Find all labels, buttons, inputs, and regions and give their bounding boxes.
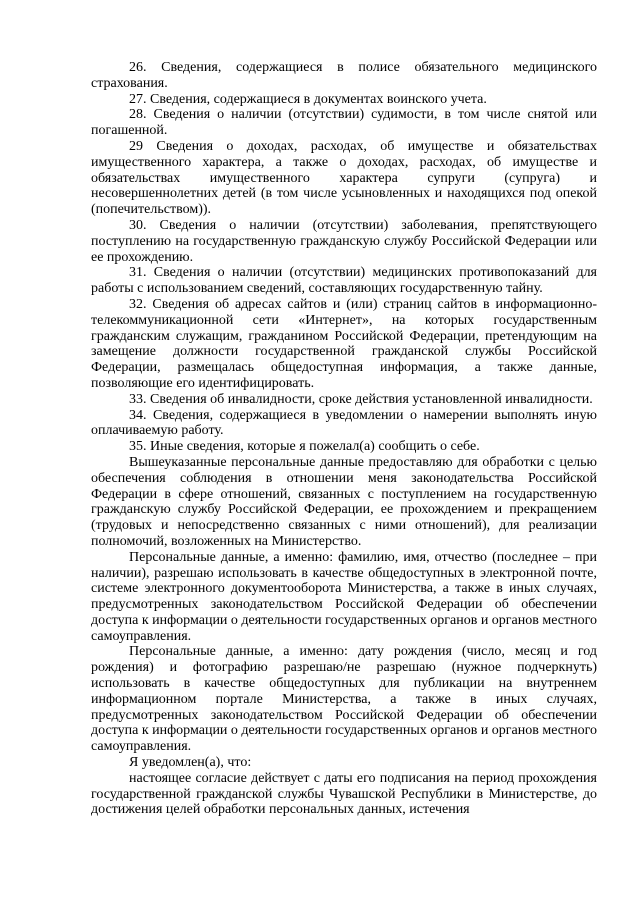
paragraph-item-30: 30. Сведения о наличии (отсутствии) заболевания, препятствующего поступлению на государственную гражданскую службу Российской Федерации или ее прохождению. — [91, 217, 597, 265]
paragraph-item-34: 34. Сведения, содержащиеся в уведомлении о намерении выполнять иную оплачиваемую работу. — [91, 407, 597, 439]
paragraph-item-27: 27. Сведения, содержащиеся в документах воинского учета. — [129, 91, 487, 107]
paragraph-purpose: Вышеуказанные персональные данные предоставляю для обработки с целью обеспечения соблюдения в отношении меня законодательства Российской Федерации в сфере отношений, связанных с поступлением на государственную гражданскую службу Российской Федерации, ее прохождением и прекращением (трудовых и непосредственно связанных с ними отношений), для реализации полномочий, возложенных на Министерство. — [91, 454, 597, 549]
paragraph-item-32: 32. Сведения об адресах сайтов и (или) страниц сайтов в информационно-телекоммуникационной сети «Интернет», на которых государственным гражданским служащим, гражданином Российской Федерации, претендующим на замещение должности государственной гражданской службы Российской Федерации, размещалась общедоступная информация, а также данные, позволяющие его идентифицировать. — [91, 296, 597, 391]
paragraph-item-33: 33. Сведения об инвалидности, сроке действия установленной инвалидности. — [129, 391, 593, 407]
paragraph-public-name-data: Персональные данные, а именно: фамилию, имя, отчество (последнее – при наличии), разрешаю использовать в качестве общедоступных в электронной почте, системе электронного документооборота Министерства, а также в иных случаях, предусмотренных законодательством Российской Федерации об обеспечении доступа к информации о деятельности государственных органов и органов местного самоуправления. — [91, 549, 598, 644]
paragraph-item-26: 26. Сведения, содержащиеся в полисе обязательного медицинского страхования. — [91, 60, 597, 91]
paragraph-item-35: 35. Иные сведения, которые я пожелал(а) сообщить о себе. — [129, 439, 480, 455]
paragraph-public-birthdate-photo: Персональные данные, а именно: дату рождения (число, месяц и год рождения) и фотографию разрешаю/не разрешаю (нужное подчеркнуть) использовать в качестве общедоступных для публикации на внутреннем информационном портале Министерства, а также в иных случаях, предусмотренных законодательством Российской Федерации об обеспечении доступа к информации о деятельности государственных органов и органов местного самоуправления. — [91, 644, 598, 755]
paragraph-item-28: 28. Сведения о наличии (отсутствии) судимости, в том числе снятой или погашенной. — [91, 107, 597, 139]
paragraph-item-31: 31. Сведения о наличии (отсутствии) медицинских противопоказаний для работы с использованием сведений, составляющих государственную тайну. — [91, 265, 597, 297]
paragraph-item-29: 29 Сведения о доходах, расходах, об имуществе и обязательствах имущественного характера, а также о доходах, расходах, об имуществе и обязательствах имущественного характера супруги (супруга) и несовершеннолетних детей (в том числе усыновленных и находящихся под опекой (попечительством)). — [91, 138, 597, 218]
paragraph-notified: Я уведомлен(а), что: — [129, 755, 252, 771]
paragraph-consent-term: настоящее согласие действует с даты его подписания на период прохождения государственной гражданской службы Чувашской Республики в Министерстве, до достижения целей обработки персональных данных, истечения — [91, 770, 597, 818]
